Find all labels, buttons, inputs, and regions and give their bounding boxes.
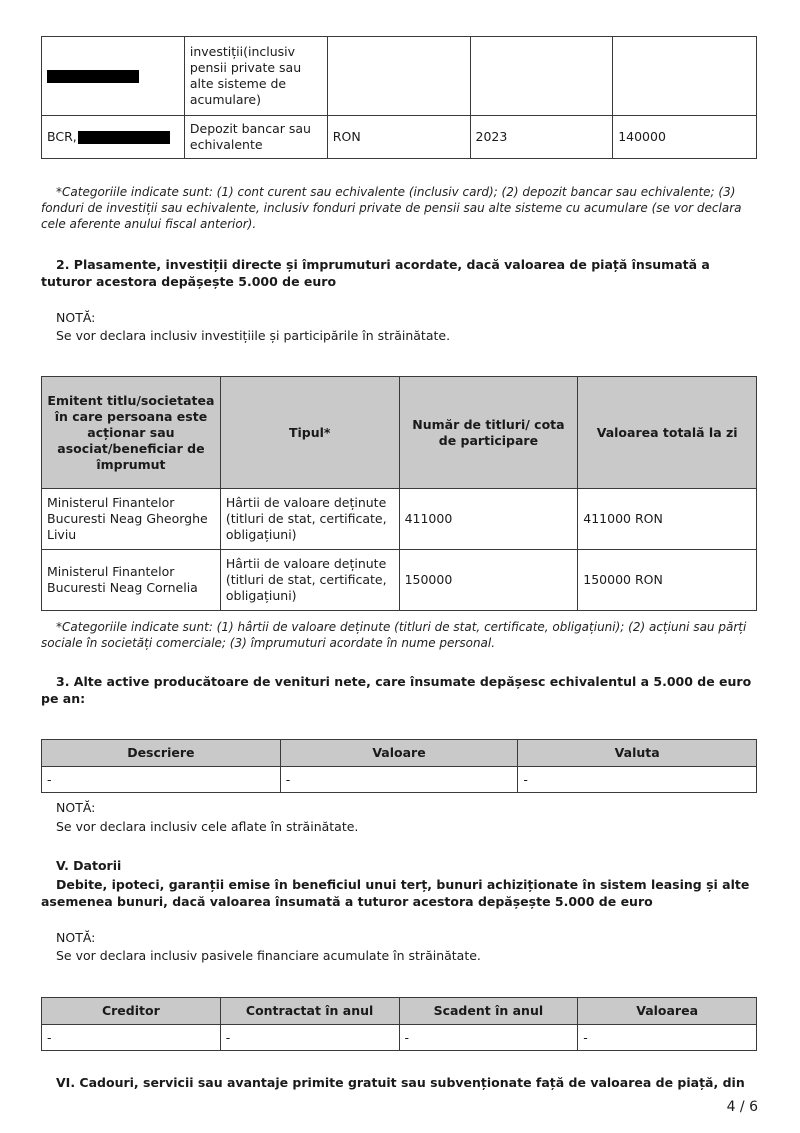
column-header: Valoare xyxy=(280,740,518,767)
table-row xyxy=(42,550,757,611)
section-v-heading: Debite, ipoteci, garanții emise în beneficiul unui terț, bunuri achiziționate în sistem leasing și alte asemenea bunuri, dacă valoarea însumată a tuturor acestora depășește 5.000 de euro xyxy=(41,877,750,909)
total-cell: 411000 RON xyxy=(578,489,757,550)
section-v-nota-text: Se vor declara inclusiv pasivele financiare acumulate în străinătate. xyxy=(56,948,481,963)
table-header-row xyxy=(42,740,757,767)
other-assets-table xyxy=(41,739,757,793)
institution-cell xyxy=(42,37,185,116)
table-cell: - xyxy=(220,1025,399,1051)
section-3-nota-text: Se vor declara inclusiv cele aflate în străinătate. xyxy=(56,819,359,834)
total-cell: 150000 RON xyxy=(578,550,757,611)
bank-accounts-table xyxy=(41,36,757,159)
institution-cell xyxy=(42,116,185,159)
issuer-cell: Ministerul Finantelor Bucuresti Neag Gheorghe Liviu xyxy=(42,489,221,550)
value-cell: 140000 xyxy=(613,116,757,159)
account-type-cell: investiții(inclusiv pensii private sau alte sisteme de acumulare) xyxy=(184,37,327,116)
issuer-cell: Ministerul Finantelor Bucuresti Neag Cornelia xyxy=(42,550,221,611)
categories-note-2: *Categoriile indicate sunt: (1) hârtii de valoare deținute (titluri de stat, certificate, obligațiuni); (2) acțiuni sau părți sociale în societăți comerciale; (3) împrumuturi acordate în nume personal. xyxy=(41,620,747,650)
redacted-block xyxy=(78,131,170,144)
value-cell xyxy=(613,37,757,116)
column-header: Contractat în anul xyxy=(220,998,399,1025)
section-2-nota-label: NOTĂ: xyxy=(56,310,96,325)
investments-table xyxy=(41,376,757,611)
column-header: Valoarea totală la zi xyxy=(578,377,757,489)
column-header: Creditor xyxy=(42,998,221,1025)
debts-table xyxy=(41,997,757,1051)
section-3-nota-label: NOTĂ: xyxy=(56,800,96,815)
institution-name: BCR, xyxy=(47,129,77,144)
year-cell xyxy=(470,37,613,116)
column-header: Tipul* xyxy=(220,377,399,489)
table-row xyxy=(42,767,757,793)
section-v-title: V. Datorii xyxy=(56,858,122,873)
type-cell: Hârtii de valoare deținute (titluri de stat, certificate, obligațiuni) xyxy=(220,489,399,550)
column-header: Scadent în anul xyxy=(399,998,578,1025)
section-2-heading: 2. Plasamente, investiții directe și împrumuturi acordate, dacă valoarea de piață însumată a tuturor acestora depășește 5.000 de euro xyxy=(41,257,710,289)
table-cell: - xyxy=(578,1025,757,1051)
column-header: Descriere xyxy=(42,740,281,767)
section-v-nota-label: NOTĂ: xyxy=(56,930,96,945)
section-vi-heading: VI. Cadouri, servicii sau avantaje primite gratuit sau subvenționate față de valoarea de piață, din xyxy=(56,1075,745,1090)
table-row xyxy=(42,1025,757,1051)
column-header: Emitent titlu/societatea în care persoana este acționar sau asociat/beneficiar de împrumut xyxy=(42,377,221,489)
table-row xyxy=(42,116,757,159)
section-3-heading: 3. Alte active producătoare de venituri nete, care însumate depășesc echivalentul a 5.000 de euro pe an: xyxy=(41,674,752,706)
column-header: Valuta xyxy=(518,740,757,767)
currency-cell xyxy=(327,37,470,116)
table-cell: - xyxy=(399,1025,578,1051)
table-header-row xyxy=(42,377,757,489)
table-header-row xyxy=(42,998,757,1025)
table-cell: - xyxy=(280,767,518,793)
table-cell: - xyxy=(42,767,281,793)
type-cell: Hârtii de valoare deținute (titluri de stat, certificate, obligațiuni) xyxy=(220,550,399,611)
column-header: Valoarea xyxy=(578,998,757,1025)
table-row xyxy=(42,37,757,116)
page-number: 4 / 6 xyxy=(726,1099,758,1115)
table-cell: - xyxy=(518,767,757,793)
column-header: Număr de titluri/ cota de participare xyxy=(399,377,578,489)
currency-cell: RON xyxy=(327,116,470,159)
table-row xyxy=(42,489,757,550)
count-cell: 411000 xyxy=(399,489,578,550)
table-cell: - xyxy=(42,1025,221,1051)
section-2-nota-text: Se vor declara inclusiv investițiile și participările în străinătate. xyxy=(56,328,451,343)
count-cell: 150000 xyxy=(399,550,578,611)
categories-note-1: *Categoriile indicate sunt: (1) cont curent sau echivalente (inclusiv card); (2) depozit bancar sau echivalente; (3) fonduri de investiții sau echivalente, inclusiv fonduri private de pensii sau alte sisteme cu acumulare (se vor declara cele aferente anului fiscal anterior). xyxy=(41,185,742,231)
redacted-block xyxy=(47,70,139,83)
account-type-cell: Depozit bancar sau echivalente xyxy=(184,116,327,159)
year-cell: 2023 xyxy=(470,116,613,159)
